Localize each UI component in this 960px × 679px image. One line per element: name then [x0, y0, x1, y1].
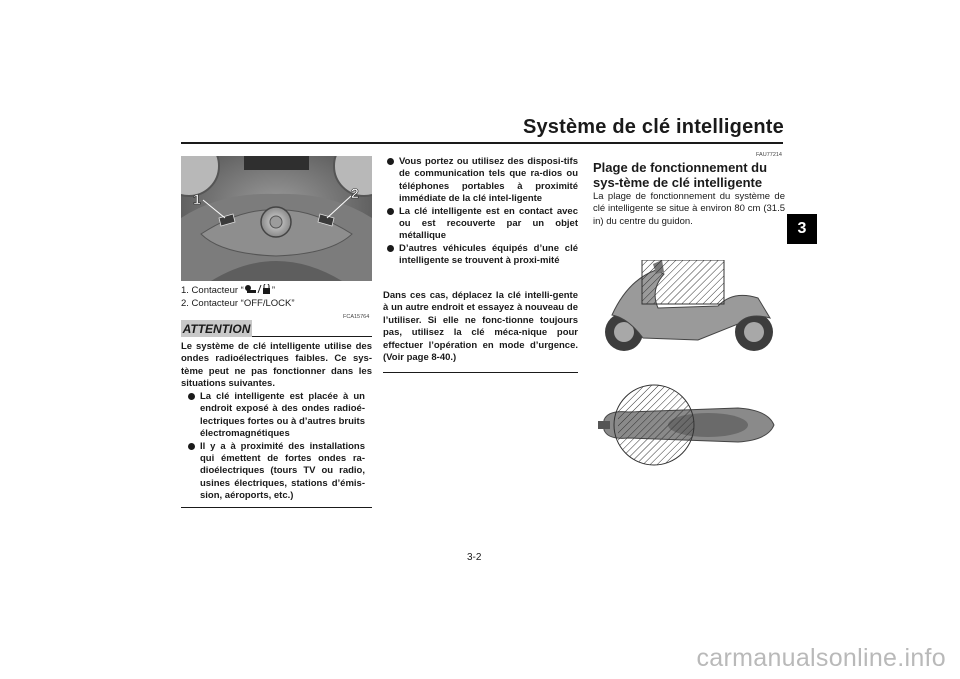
- list-item: [186, 391, 365, 441]
- page-number: 3-2: [467, 552, 482, 563]
- bullet-dot-icon: [387, 208, 394, 215]
- bullet-dot-icon: [188, 393, 195, 400]
- attention-bullet-list-col2: [385, 156, 578, 268]
- bullet-dot-icon: [387, 245, 394, 252]
- caption-1-text: 1. Contacteur “: [181, 285, 244, 296]
- attention-end-rule: [383, 372, 578, 373]
- list-item: [385, 156, 578, 206]
- scooter-top-illustration: [598, 382, 778, 468]
- attention-end-rule-col1: [181, 507, 372, 508]
- bullet-dot-icon: [188, 443, 195, 450]
- caption-1-end: ”: [271, 285, 276, 296]
- attention-closing: Dans ces cas, déplacez la clé intelli-gente à un autre endroit et essayez à nouveau de l’utiliser. Si elle ne fonc-tionne toujours pas, utilisez la clé méca-nique pour effectuer l’opération en mode d’urgence. (Voir page 8-40.): [383, 290, 578, 364]
- key-lock-icon: [244, 284, 272, 294]
- header-rule: [181, 142, 783, 144]
- bullet-dot-icon: [387, 158, 394, 165]
- attention-label: ATTENTION: [182, 321, 251, 336]
- scooter-side-figure: [598, 260, 778, 360]
- section-title: Plage de fonctionnement du sys-tème de clé intelligente: [593, 160, 768, 190]
- section-body: La plage de fonctionnement du système de clé intelligente se situe à environ 80 cm (31.5 in) du centre du guidon.: [593, 191, 785, 227]
- list-item: [385, 243, 578, 268]
- bullet-text: Vous portez ou utilisez des disposi-tifs de communication tels que ra-dios ou téléphones portables à proximité immédiate de la clé intel-ligente: [399, 156, 578, 205]
- chapter-tab: 3: [787, 214, 817, 244]
- callout-2: 2: [351, 185, 359, 201]
- figure-caption: [181, 284, 295, 310]
- bullet-text: Il y a à proximité des installations qui émettent de fortes ondes ra-dioélectriques (tours TV ou radio, usines électriques, stations d’émis-sion, aéroports, etc.): [200, 440, 365, 502]
- caption-item-1: [181, 284, 295, 297]
- attention-code: FCA15764: [343, 314, 370, 320]
- dashboard-illustration: [181, 156, 372, 281]
- list-item: [186, 441, 365, 503]
- scooter-side-illustration: [598, 260, 778, 360]
- caption-item-2: 2. Contacteur “OFF/LOCK”: [181, 298, 295, 309]
- scooter-top-figure: [598, 382, 778, 468]
- attention-rule: [252, 336, 372, 337]
- attention-bullet-list-col1: [186, 391, 365, 503]
- attention-intro: Le système de clé intelligente utilise des ondes radioélectriques faibles. Ce sys-tème peut ne pas fonctionner dans les situations suivantes.: [181, 341, 372, 390]
- bullet-text: La clé intelligente est placée à un endroit exposé à des ondes radioé-lectriques fortes ou à d’autres bruits électromagnétiques: [200, 391, 365, 440]
- callout-1: 1: [193, 191, 201, 207]
- list-item: [385, 206, 578, 243]
- section-code: FAU77214: [756, 152, 782, 158]
- dashboard-photo: [181, 156, 372, 281]
- watermark: carmanualsonline.info: [696, 644, 946, 672]
- bullet-text: D’autres véhicules équipés d’une clé intelligente se trouvent à proxi-mité: [399, 242, 578, 267]
- bullet-text: La clé intelligente est en contact avec ou est recouverte par un objet métallique: [399, 205, 578, 242]
- page-header-title: Système de clé intelligente: [522, 116, 784, 138]
